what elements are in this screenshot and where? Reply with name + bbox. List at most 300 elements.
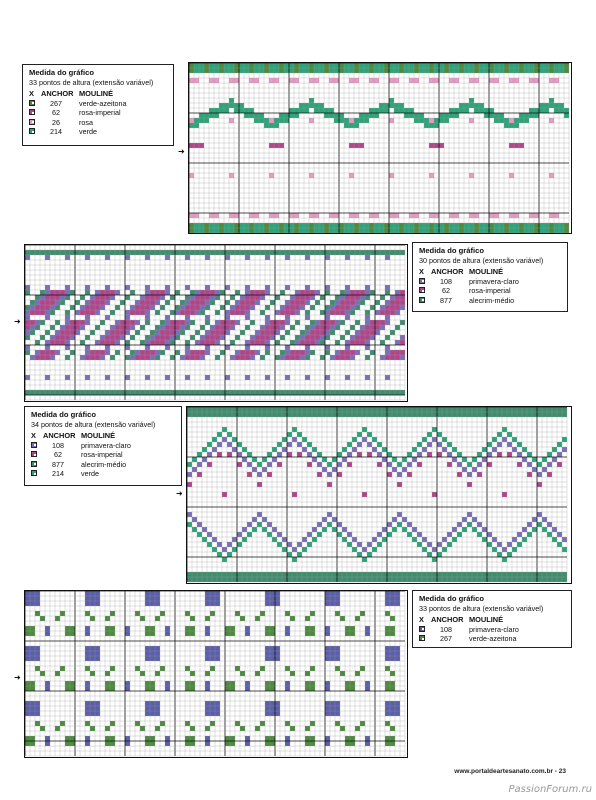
stitch-cell <box>340 250 345 255</box>
stitch-cell <box>75 310 80 315</box>
stitch-cell <box>305 335 310 340</box>
stitch-cell <box>25 631 30 636</box>
stitch-cell <box>559 103 564 108</box>
stitch-cell <box>330 305 335 310</box>
stitch-cell <box>219 108 224 113</box>
stitch-cell <box>230 681 235 686</box>
stitch-cell <box>25 626 30 631</box>
stitch-cell <box>284 118 289 123</box>
color-swatch-icon <box>29 119 35 125</box>
stitch-cell <box>385 300 390 305</box>
stitch-cell <box>279 228 284 233</box>
stitch-cell <box>225 315 230 320</box>
stitch-cell <box>507 572 512 577</box>
stitch-cell <box>185 631 190 636</box>
stitch-cell <box>140 295 145 300</box>
stitch-cell <box>380 340 385 345</box>
legend-row <box>29 99 167 109</box>
stitch-cell <box>385 646 390 651</box>
stitch-cell <box>489 63 494 68</box>
stitch-cell <box>249 228 254 233</box>
stitch-cell <box>402 467 407 472</box>
stitch-cell <box>254 113 259 118</box>
stitch-cell <box>380 390 385 395</box>
stitch-cell <box>125 390 130 395</box>
stitch-cell <box>237 577 242 582</box>
stitch-cell <box>65 255 70 260</box>
stitch-cell <box>255 295 260 300</box>
stitch-cell <box>197 407 202 412</box>
stitch-cell <box>350 355 355 360</box>
stitch-cell <box>70 736 75 741</box>
stitch-cell <box>85 375 90 380</box>
stitch-cell <box>267 412 272 417</box>
stitch-cell <box>424 123 429 128</box>
stitch-cell <box>265 596 270 601</box>
stitch-cell <box>205 285 210 290</box>
stitch-cell <box>499 223 504 228</box>
stitch-cell <box>229 228 234 233</box>
stitch-cell <box>45 285 50 290</box>
stitch-cell <box>85 626 90 631</box>
stitch-cell <box>65 325 70 330</box>
stitch-cell <box>225 320 230 325</box>
stitch-cell <box>150 390 155 395</box>
stitch-cell <box>25 345 30 350</box>
stitch-cell <box>345 300 350 305</box>
stitch-cell <box>452 407 457 412</box>
stitch-cell <box>385 591 390 596</box>
stitch-cell <box>335 350 340 355</box>
stitch-cell <box>85 601 90 606</box>
stitch-cell <box>200 390 205 395</box>
stitch-cell <box>150 340 155 345</box>
stitch-cell <box>345 315 350 320</box>
stitch-cell <box>35 320 40 325</box>
stitch-cell <box>502 557 507 562</box>
stitch-cell <box>447 577 452 582</box>
stitch-cell <box>527 412 532 417</box>
stitch-cell <box>442 437 447 442</box>
stitch-cell <box>367 552 372 557</box>
stitch-cell <box>414 213 419 218</box>
stitch-cell <box>25 335 30 340</box>
stitch-cell <box>330 711 335 716</box>
stitch-cell <box>105 375 110 380</box>
stitch-cell <box>534 68 539 73</box>
stitch-cell <box>245 255 250 260</box>
stitch-cell <box>447 572 452 577</box>
legend-2 <box>412 242 568 312</box>
stitch-cell <box>549 68 554 73</box>
stitch-cell <box>340 290 345 295</box>
stitch-cell <box>217 442 222 447</box>
stitch-cell <box>312 577 317 582</box>
stitch-cell <box>205 711 210 716</box>
stitch-cell <box>427 407 432 412</box>
stitch-cell <box>315 250 320 255</box>
stitch-cell <box>274 118 279 123</box>
stitch-cell <box>322 407 327 412</box>
stitch-cell <box>30 711 35 716</box>
stitch-cell <box>400 290 405 295</box>
stitch-cell <box>305 295 310 300</box>
stitch-cell <box>319 108 324 113</box>
stitch-cell <box>295 250 300 255</box>
stitch-cell <box>235 300 240 305</box>
stitch-cell <box>227 407 232 412</box>
stitch-cell <box>180 325 185 330</box>
stitch-cell <box>374 213 379 218</box>
stitch-cell <box>110 686 115 691</box>
stitch-cell <box>385 721 390 726</box>
stitch-cell <box>250 340 255 345</box>
stitch-cell <box>360 611 365 616</box>
stitch-cell <box>320 330 325 335</box>
stitch-cell <box>230 325 235 330</box>
stitch-cell <box>234 213 239 218</box>
stitch-cell <box>372 572 377 577</box>
stitch-cell <box>145 390 150 395</box>
stitch-cell <box>355 250 360 255</box>
stitch-cell <box>105 290 110 295</box>
stitch-cell <box>265 626 270 631</box>
stitch-cell <box>374 63 379 68</box>
stitch-cell <box>230 741 235 746</box>
stitch-cell <box>207 542 212 547</box>
stitch-cell <box>390 656 395 661</box>
stitch-cell <box>294 108 299 113</box>
stitch-cell <box>522 527 527 532</box>
stitch-cell <box>399 103 404 108</box>
stitch-cell <box>449 213 454 218</box>
stitch-cell <box>562 447 567 452</box>
stitch-cell <box>45 315 50 320</box>
stitch-cell <box>120 320 125 325</box>
stitch-cell <box>360 666 365 671</box>
stitch-cell <box>447 542 452 547</box>
stitch-cell <box>345 255 350 260</box>
stitch-cell <box>477 572 482 577</box>
stitch-cell <box>370 330 375 335</box>
stitch-cell <box>260 290 265 295</box>
stitch-cell <box>377 542 382 547</box>
stitch-cell <box>474 103 479 108</box>
stitch-cell <box>215 250 220 255</box>
stitch-cell <box>145 681 150 686</box>
stitch-cell <box>270 390 275 395</box>
stitch-cell <box>399 108 404 113</box>
stitch-cell <box>55 390 60 395</box>
stitch-cell <box>205 616 210 621</box>
stitch-cell <box>340 671 345 676</box>
stitch-cell <box>255 616 260 621</box>
stitch-cell <box>335 701 340 706</box>
stitch-cell <box>40 250 45 255</box>
stitch-cell <box>270 596 275 601</box>
stitch-cell <box>270 250 275 255</box>
stitch-cell <box>145 375 150 380</box>
stitch-cell <box>552 572 557 577</box>
stitch-cell <box>170 320 175 325</box>
stitch-cell <box>45 330 50 335</box>
color-name: verde <box>79 127 97 137</box>
stitch-cell <box>95 656 100 661</box>
stitch-cell <box>487 572 492 577</box>
stitch-cell <box>327 482 332 487</box>
stitch-cell <box>419 228 424 233</box>
stitch-cell <box>115 335 120 340</box>
stitch-cell <box>25 701 30 706</box>
stitch-cell <box>467 522 472 527</box>
stitch-cell <box>562 407 567 412</box>
stitch-cell <box>185 626 190 631</box>
stitch-cell <box>135 300 140 305</box>
stitch-cell <box>30 390 35 395</box>
stitch-cell <box>105 340 110 345</box>
stitch-cell <box>244 63 249 68</box>
stitch-cell <box>325 701 330 706</box>
color-swatch-icon <box>419 297 425 303</box>
stitch-cell <box>549 98 554 103</box>
stitch-cell <box>367 572 372 577</box>
stitch-cell <box>145 591 150 596</box>
stitch-cell <box>380 305 385 310</box>
stitch-cell <box>449 68 454 73</box>
stitch-cell <box>85 736 90 741</box>
color-swatch-icon <box>419 635 425 641</box>
stitch-cell <box>85 591 90 596</box>
stitch-cell <box>205 375 210 380</box>
stitch-cell <box>227 552 232 557</box>
stitch-cell <box>452 457 457 462</box>
stitch-cell <box>187 572 192 577</box>
stitch-cell <box>115 320 120 325</box>
stitch-cell <box>285 611 290 616</box>
anchor-code: 267 <box>50 98 62 108</box>
stitch-cell <box>325 601 330 606</box>
stitch-cell <box>497 577 502 582</box>
stitch-cell <box>277 412 282 417</box>
stitch-cell <box>125 686 130 691</box>
stitch-cell <box>205 681 210 686</box>
stitch-cell <box>527 472 532 477</box>
stitch-cell <box>230 390 235 395</box>
stitch-cell <box>395 651 400 656</box>
stitch-cell <box>180 390 185 395</box>
stitch-cell <box>457 462 462 467</box>
stitch-cell <box>267 577 272 582</box>
stitch-cell <box>390 305 395 310</box>
stitch-cell <box>407 572 412 577</box>
stitch-cell <box>454 68 459 73</box>
legend-row <box>31 470 175 480</box>
stitch-cell <box>205 305 210 310</box>
stitch-cell <box>360 300 365 305</box>
stitch-cell <box>170 310 175 315</box>
stitch-cell <box>370 325 375 330</box>
stitch-cell <box>504 68 509 73</box>
stitch-cell <box>30 355 35 360</box>
stitch-cell <box>370 250 375 255</box>
stitch-cell <box>252 457 257 462</box>
stitch-cell <box>55 295 60 300</box>
stitch-cell <box>385 310 390 315</box>
stitch-cell <box>444 118 449 123</box>
stitch-cell <box>365 310 370 315</box>
stitch-cell <box>227 577 232 582</box>
stitch-cell <box>295 295 300 300</box>
stitch-cell <box>334 78 339 83</box>
stitch-cell <box>537 472 542 477</box>
stitch-cell <box>315 390 320 395</box>
stitch-cell <box>197 462 202 467</box>
stitch-cell <box>280 290 285 295</box>
stitch-cell <box>332 572 337 577</box>
stitch-cell <box>447 462 452 467</box>
stitch-cell <box>305 741 310 746</box>
stitch-cell <box>412 447 417 452</box>
stitch-cell <box>247 577 252 582</box>
stitch-cell <box>365 681 370 686</box>
stitch-cell <box>392 457 397 462</box>
stitch-cell <box>389 103 394 108</box>
stitch-cell <box>202 407 207 412</box>
stitch-cell <box>214 78 219 83</box>
stitch-cell <box>25 706 30 711</box>
stitch-cell <box>562 412 567 417</box>
stitch-cell <box>444 223 449 228</box>
stitch-cell <box>219 68 224 73</box>
stitch-cell <box>65 335 70 340</box>
stitch-cell <box>270 736 275 741</box>
stitch-cell <box>452 577 457 582</box>
stitch-cell <box>369 228 374 233</box>
stitch-cell <box>209 68 214 73</box>
stitch-cell <box>194 63 199 68</box>
stitch-cell <box>140 671 145 676</box>
stitch-cell <box>397 407 402 412</box>
stitch-cell <box>354 223 359 228</box>
stitch-cell <box>70 350 75 355</box>
stitch-cell <box>100 390 105 395</box>
stitch-cell <box>417 532 422 537</box>
stitch-cell <box>442 407 447 412</box>
stitch-cell <box>492 577 497 582</box>
stitch-cell <box>290 305 295 310</box>
stitch-cell <box>307 577 312 582</box>
stitch-cell <box>254 213 259 218</box>
stitch-cell <box>392 517 397 522</box>
stitch-cell <box>299 63 304 68</box>
stitch-cell <box>404 63 409 68</box>
stitch-cell <box>297 572 302 577</box>
stitch-cell <box>219 103 224 108</box>
stitch-cell <box>275 390 280 395</box>
stitch-cell <box>75 300 80 305</box>
stitch-cell <box>335 355 340 360</box>
stitch-cell <box>395 290 400 295</box>
stitch-cell <box>110 736 115 741</box>
stitch-cell <box>227 452 232 457</box>
stitch-cell <box>185 295 190 300</box>
stitch-cell <box>110 250 115 255</box>
stitch-cell <box>170 390 175 395</box>
stitch-cell <box>552 527 557 532</box>
stitch-cell <box>235 310 240 315</box>
legend-title: Medida do gráfico <box>419 246 484 255</box>
stitch-cell <box>224 228 229 233</box>
stitch-cell <box>200 300 205 305</box>
stitch-cell <box>429 173 434 178</box>
stitch-cell <box>150 350 155 355</box>
stitch-cell <box>309 68 314 73</box>
stitch-cell <box>40 390 45 395</box>
stitch-cell <box>235 611 240 616</box>
stitch-cell <box>464 228 469 233</box>
stitch-cell <box>302 572 307 577</box>
stitch-cell <box>335 320 340 325</box>
stitch-cell <box>205 706 210 711</box>
stitch-cell <box>160 666 165 671</box>
stitch-cell <box>310 611 315 616</box>
stitch-cell <box>265 290 270 295</box>
stitch-cell <box>40 320 45 325</box>
stitch-cell <box>75 325 80 330</box>
stitch-cell <box>350 631 355 636</box>
stitch-cell <box>529 213 534 218</box>
stitch-cell <box>549 118 554 123</box>
stitch-cell <box>135 355 140 360</box>
stitch-cell <box>205 390 210 395</box>
stitch-cell <box>559 108 564 113</box>
stitch-cell <box>245 626 250 631</box>
stitch-cell <box>529 223 534 228</box>
stitch-cell <box>429 68 434 73</box>
stitch-cell <box>462 572 467 577</box>
stitch-cell <box>55 330 60 335</box>
stitch-cell <box>399 223 404 228</box>
stitch-cell <box>200 250 205 255</box>
stitch-cell <box>160 250 165 255</box>
stitch-cell <box>325 320 330 325</box>
stitch-cell <box>260 325 265 330</box>
stitch-cell <box>487 462 492 467</box>
stitch-cell <box>385 250 390 255</box>
stitch-cell <box>517 542 522 547</box>
chart-1 <box>188 62 572 234</box>
stitch-cell <box>302 577 307 582</box>
stitch-cell <box>277 532 282 537</box>
stitch-cell <box>454 228 459 233</box>
stitch-cell <box>259 228 264 233</box>
stitch-cell <box>532 457 537 462</box>
stitch-cell <box>357 442 362 447</box>
stitch-cell <box>145 350 150 355</box>
stitch-cell <box>45 681 50 686</box>
stitch-cell <box>522 412 527 417</box>
stitch-cell <box>110 681 115 686</box>
stitch-cell <box>70 250 75 255</box>
stitch-cell <box>449 113 454 118</box>
stitch-cell <box>404 113 409 118</box>
stitch-cell <box>552 407 557 412</box>
stitch-cell <box>105 345 110 350</box>
stitch-cell <box>219 63 224 68</box>
stitch-cell <box>45 626 50 631</box>
stitch-cell <box>344 68 349 73</box>
stitch-cell <box>317 462 322 467</box>
